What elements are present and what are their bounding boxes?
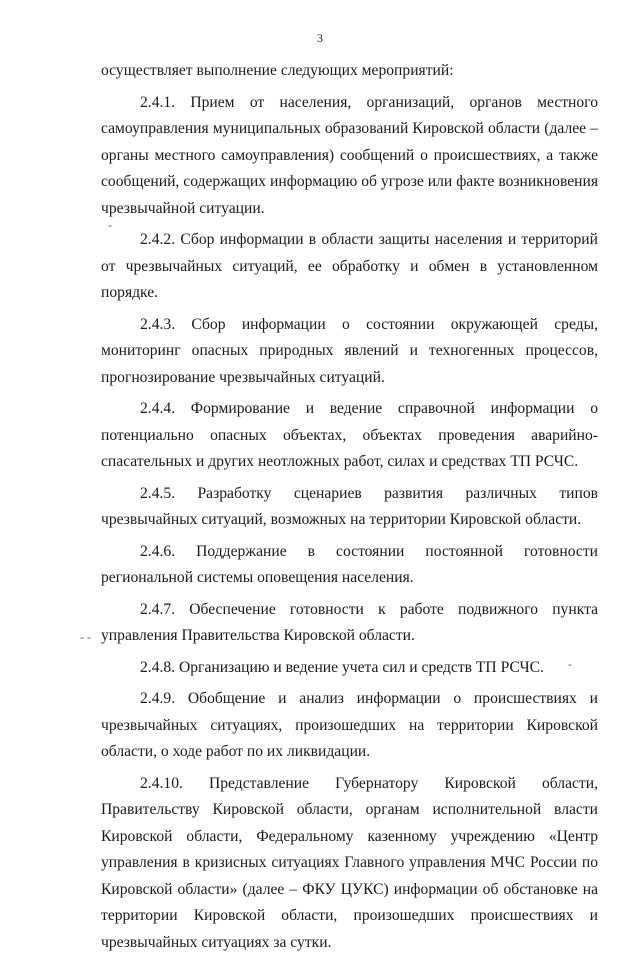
paragraph-2-4-1: 2.4.1. Прием от населения, организаций, органов местного самоуправления муниципальных образований Кировской области (далее – органы местного самоуправления) сообщений о происшествиях, а также сообщений, содержащих информацию об угрозе или факте возникновения чрезвычайной ситуации. xyxy=(101,93,598,217)
paragraph-2-4-3: 2.4.3. Сбор информации о состоянии окружающей среды, мониторинг опасных природных явлений и техногенных процессов, прогнозирование чрезвычайных ситуаций. xyxy=(101,315,598,386)
paragraph-2-4-5: 2.4.5. Разработку сценариев развития различных типов чрезвычайных ситуаций, возможных на территории Кировской области. xyxy=(101,484,598,528)
paragraph-2-4-9: 2.4.9. Обобщение и анализ информации о происшествиях и чрезвычайных ситуациях, произошедших на территории Кировской области, о ходе работ по их ликвидации. xyxy=(101,690,598,760)
paragraph-2-4-8: 2.4.8. Организацию и ведение учета сил и средств ТП РСЧС. xyxy=(140,658,544,676)
paragraph-2-4-2: 2.4.2. Сбор информации в области защиты населения и территорий от чрезвычайных ситуаций, ее обработку и обмен в установленном порядке. xyxy=(101,231,598,301)
paragraph-2-4-6: 2.4.6. Поддержание в состоянии постоянной готовности региональной системы оповещения населения. xyxy=(101,542,598,586)
paragraph-2-4-4: 2.4.4. Формирование и ведение справочной информации о потенциально опасных объектах, объектах проведения аварийно-спасательных и других неотложных работ, силах и средствах ТП РСЧС. xyxy=(101,400,598,470)
paragraph-2-4-7: 2.4.7. Обеспечение готовности к работе подвижного пункта управления Правительства Кировской области. xyxy=(101,600,598,644)
scan-mark: - - xyxy=(80,630,91,644)
lead-paragraph: осуществляет выполнение следующих мероприятий: xyxy=(101,62,454,79)
document-body xyxy=(101,58,598,961)
paragraph-2-4-10: 2.4.10. Представление Губернатору Кировской области, Правительству Кировской области, органам исполнительной власти Кировской области, Федеральному казенному учреждению «Центр управления в кризисных ситуациях Главного управления МЧС России по Кировской области» (далее – ФКУ ЦУКС) информации об обстановке на территории Кировской области, произошедших происшествиях и чрезвычайных ситуациях за сутки. xyxy=(101,774,598,951)
scan-mark: - xyxy=(108,218,112,232)
scan-mark: - xyxy=(568,657,572,671)
page-number: 3 xyxy=(317,31,323,45)
